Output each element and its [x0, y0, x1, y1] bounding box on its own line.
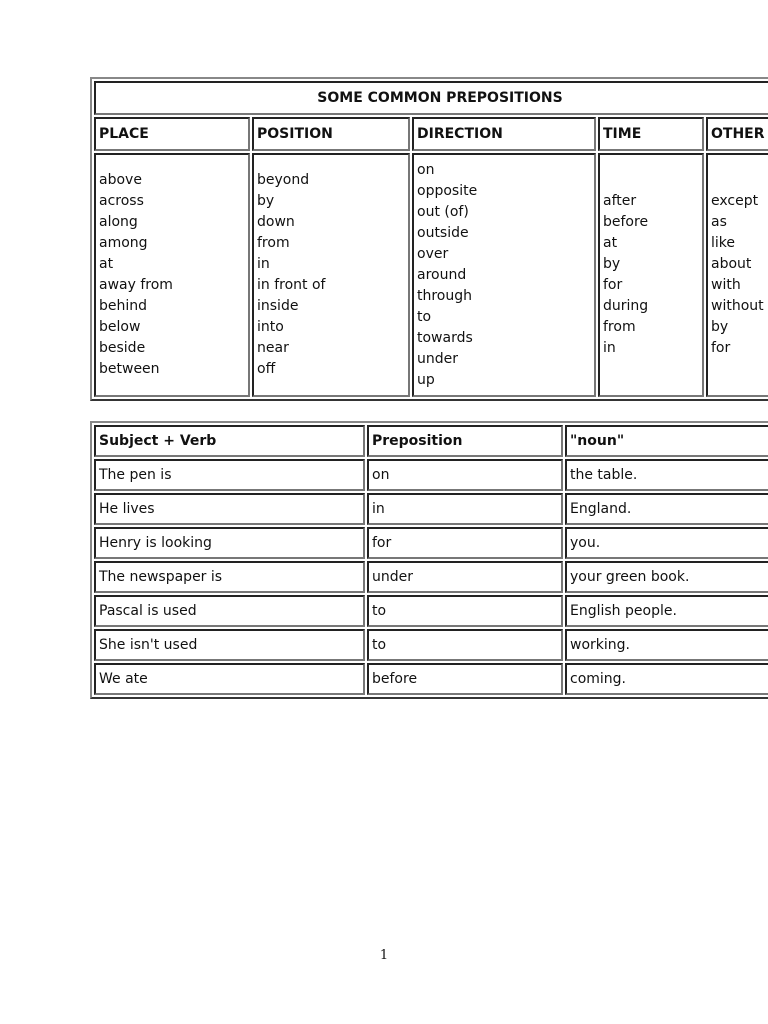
- table-title: SOME COMMON PREPOSITIONS: [94, 81, 768, 115]
- preposition-item: by: [257, 193, 275, 209]
- noun-cell: working.: [565, 629, 768, 661]
- noun-cell: England.: [565, 493, 768, 525]
- preposition-item: for: [711, 340, 731, 356]
- direction-list: [412, 153, 596, 397]
- subject-verb-cell: We ate: [94, 663, 365, 695]
- column-header-time: TIME: [598, 117, 704, 151]
- preposition-item: among: [99, 235, 148, 251]
- table-row: [94, 629, 768, 661]
- preposition-item: inside: [257, 298, 299, 314]
- noun-cell: English people.: [565, 595, 768, 627]
- preposition-item: without: [711, 298, 764, 314]
- preposition-item: out (of): [417, 203, 469, 220]
- preposition-item: from: [603, 319, 636, 335]
- preposition-item: before: [603, 214, 649, 230]
- preposition-item: by: [711, 319, 729, 335]
- preposition-item: up: [417, 371, 435, 388]
- subject-verb-cell: She isn't used: [94, 629, 365, 661]
- examples-table: [90, 421, 768, 699]
- examples-body: [94, 459, 768, 695]
- preposition-item: between: [99, 361, 160, 377]
- preposition-item: behind: [99, 298, 148, 314]
- preposition-item: with: [711, 277, 741, 293]
- column-header-other: OTHER: [706, 117, 768, 151]
- preposition-item: away from: [99, 277, 173, 293]
- preposition-item: near: [257, 340, 289, 356]
- examples-header-row: [94, 425, 768, 457]
- preposition-item: towards: [417, 329, 473, 346]
- noun-cell: coming.: [565, 663, 768, 695]
- subject-verb-cell: The pen is: [94, 459, 365, 491]
- place-list: [94, 153, 250, 397]
- preposition-lists-row: [94, 153, 768, 397]
- preposition-item: after: [603, 193, 637, 209]
- preposition-item: down: [257, 214, 295, 230]
- preposition-item: to: [417, 308, 432, 325]
- header-subject-verb: Subject + Verb: [94, 425, 365, 457]
- subject-verb-cell: Henry is looking: [94, 527, 365, 559]
- preposition-item: beside: [99, 340, 146, 356]
- table-row: [94, 459, 768, 491]
- preposition-cell: before: [367, 663, 563, 695]
- noun-cell: your green book.: [565, 561, 768, 593]
- preposition-item: into: [257, 319, 284, 335]
- preposition-item: at: [603, 235, 618, 251]
- table-row: [94, 561, 768, 593]
- preposition-item: in: [603, 340, 616, 356]
- preposition-item: about: [711, 256, 752, 272]
- preposition-item: over: [417, 245, 449, 262]
- column-header-place: PLACE: [94, 117, 250, 151]
- other-list: [706, 153, 768, 397]
- subject-verb-cell: Pascal is used: [94, 595, 365, 627]
- header-noun: "noun": [565, 425, 768, 457]
- preposition-item: for: [603, 277, 623, 293]
- preposition-item: beyond: [257, 172, 310, 188]
- preposition-cell: to: [367, 595, 563, 627]
- preposition-cell: to: [367, 629, 563, 661]
- table-row: [94, 493, 768, 525]
- subject-verb-cell: The newspaper is: [94, 561, 365, 593]
- header-preposition: Preposition: [367, 425, 563, 457]
- noun-cell: the table.: [565, 459, 768, 491]
- preposition-item: across: [99, 193, 144, 209]
- table-row: [94, 527, 768, 559]
- preposition-item: in front of: [257, 277, 326, 293]
- preposition-item: above: [99, 172, 142, 188]
- preposition-item: during: [603, 298, 649, 314]
- column-header-direction: DIRECTION: [412, 117, 596, 151]
- table-row: [94, 595, 768, 627]
- noun-cell: you.: [565, 527, 768, 559]
- preposition-item: at: [99, 256, 114, 272]
- preposition-item: in: [257, 256, 270, 272]
- preposition-item: below: [99, 319, 141, 335]
- preposition-cell: on: [367, 459, 563, 491]
- preposition-cell: under: [367, 561, 563, 593]
- preposition-item: except: [711, 193, 759, 209]
- preposition-item: as: [711, 214, 727, 230]
- preposition-cell: for: [367, 527, 563, 559]
- preposition-item: under: [417, 350, 459, 367]
- preposition-item: on: [417, 161, 435, 178]
- position-list: [252, 153, 410, 397]
- preposition-item: around: [417, 266, 467, 283]
- preposition-item: from: [257, 235, 290, 251]
- page-number: 1: [379, 948, 389, 963]
- preposition-item: through: [417, 287, 473, 304]
- preposition-item: off: [257, 361, 276, 377]
- preposition-item: by: [603, 256, 621, 272]
- prepositions-table: [90, 77, 768, 401]
- preposition-item: like: [711, 235, 736, 251]
- preposition-cell: in: [367, 493, 563, 525]
- subject-verb-cell: He lives: [94, 493, 365, 525]
- preposition-item: along: [99, 214, 138, 230]
- preposition-item: opposite: [417, 182, 478, 199]
- table-row: [94, 663, 768, 695]
- time-list: [598, 153, 704, 397]
- column-header-position: POSITION: [252, 117, 410, 151]
- column-header-row: [94, 117, 768, 151]
- preposition-item: outside: [417, 224, 469, 241]
